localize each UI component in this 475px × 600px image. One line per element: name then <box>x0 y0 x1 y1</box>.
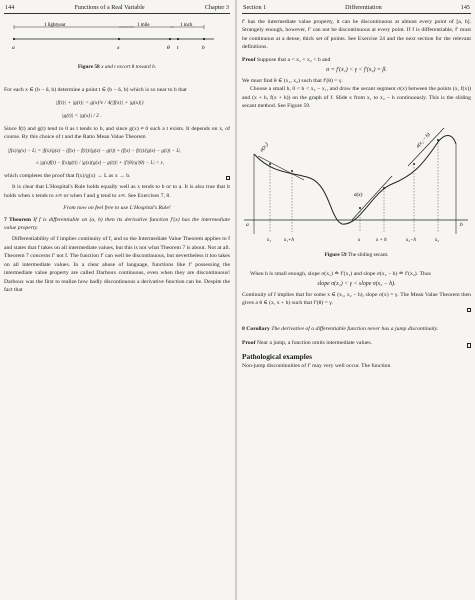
point-theta-label: θ <box>167 45 170 51</box>
figure-58-diagram <box>4 18 230 58</box>
qed-box-icon-2 <box>467 343 472 348</box>
paragraph-ratio-mvt: Since f(t) and g(t) tend to 0 as t tends to b, and since g(x) ≠ 0 such a t exists. It depends on x, of course. By this choice of t and the Ratio Mean Value Theorem <box>4 125 230 141</box>
proof-2-line <box>242 339 471 347</box>
left-running-title: Functions of a Real Variable <box>74 4 145 11</box>
point-b-marker <box>203 38 205 40</box>
figure-59 <box>242 114 471 258</box>
left-chapter-label: Chapter 3 <box>204 4 229 11</box>
figure-59-caption-text: The sliding secant. <box>347 251 389 258</box>
continuity-argument <box>242 291 471 308</box>
paragraph-lhospital-variants: It is clear that L'Hospital's Rule holds equally well as x tends to b or to a. It is also true that it holds when x tends to ±∞ or when f and g tend to ±∞. See Exercises 7, 8. <box>4 184 230 199</box>
label-xh: x + h <box>376 237 387 243</box>
paragraph-find-theta: We must find θ ∈ (x₁, x₂) such that f′(θ) = γ. <box>242 78 343 85</box>
left-page-number: 144 <box>5 4 15 11</box>
paragraph-darboux: Differentiability of f implies continuity of f, and so the Intermediate Value Theorem applies to f and states that f takes on all intermediate values, but this is not what Theorem 7 is about. Not at all. Theorem 7 concerns f′ not f. The function f′ can well be discontinuous, but nevertheless it too takes on all intermediate values. In a clear abuse of language, functions like f′ possessing the intermediate value property are called Darboux continuous, even when they are discontinuous! Darboux was the first to realize how badly discontinuous a derivative function can be. Despite the fact that <box>4 236 230 293</box>
figure-59-caption <box>242 252 471 258</box>
label-x1: x₁ <box>267 237 271 243</box>
paragraph-lhospital-advice: From now on feel free to use L'Hospital's Rule! <box>63 205 171 212</box>
equation-ratio-estimate <box>8 147 230 167</box>
equation-alpha-gamma-beta: α = f′(x₁) < γ < f′(x₂) = β. <box>326 67 387 74</box>
point-t-label: t <box>177 45 179 51</box>
point-b-label: b <box>202 45 205 51</box>
right-page-number: 145 <box>460 4 470 11</box>
equation-bounds-line2: |g(t)| < |g(x)| / 2 . <box>62 112 102 119</box>
paragraph-small-h: When h is small enough, slope σ(x₁) ≐ f′(x₁) and slope σ(x₂ − h) ≐ f′(x₂). Thus <box>250 270 431 277</box>
paragraph-completes-proof: which completes the proof that f(x)/g(x) → L as x → b. <box>4 173 131 180</box>
right-section-label: Section 1 <box>243 4 267 11</box>
label-sigma-x2h: σ(x₂ − h) <box>415 132 432 149</box>
theorem-7 <box>4 216 230 233</box>
secant-sigma-x <box>352 176 392 220</box>
proof-2-text: Near a jump, a function omits intermediate values. <box>256 340 373 347</box>
label-x2: x₂ <box>435 237 439 243</box>
left-page-header <box>4 4 230 14</box>
right-page <box>237 0 475 600</box>
point-x-label: x <box>117 45 120 51</box>
qed-box-icon <box>226 176 231 181</box>
proof-1 <box>242 56 471 64</box>
point-x-marker <box>118 38 120 40</box>
figure-58-caption-label: Figure 58 <box>77 64 100 70</box>
point-a-marker <box>13 38 15 40</box>
secant-sigma-x1 <box>258 156 304 180</box>
corollary-8-text: The derivative of a differentiable function never has a jump discontinuity. <box>271 325 439 332</box>
label-x1h: x₁+h <box>284 237 294 243</box>
label-mile: 1 mile <box>137 23 150 28</box>
label-x: x <box>358 237 361 243</box>
equation-slope-inequality: slope σ(x₁) < γ < slope σ(x₂ − h). <box>317 281 396 288</box>
label-lightyear: 1 lightyear <box>44 23 66 28</box>
point-a-label: a <box>12 45 15 51</box>
proof-1-text: Suppose that a < x₁ < x₂ < b and <box>256 56 331 63</box>
label-sigma-x1: σ(x₁) <box>258 141 270 153</box>
paragraph-choose-t: For each x ∈ (b − δ, b) determine a point t ∈ (b − δ, b) which is so near to b that <box>4 87 187 93</box>
corollary-8 <box>242 325 471 333</box>
equation-ratio-line2: ≤ |g(x)f(t) − f(x)g(t)| / |g(x)(g(x) − g(t))| + |f′(θ)/g′(θ) − L| < ε, <box>36 159 164 166</box>
paragraph-continuity-mvt: Continuity of f implies that for some x ∈ (x₁, x₂ − h), slope σ(x) = γ. The Mean Value Theorem then gives a θ ∈ (x, x + h) such that f′(θ) = γ. <box>242 292 471 307</box>
label-b: b <box>460 221 463 228</box>
proof-1-label: Proof <box>242 56 256 63</box>
figure-58-caption-text: x and t escort θ toward b. <box>101 64 157 70</box>
figure-59-diagram <box>242 114 471 246</box>
right-running-title: Differentiation <box>345 4 382 11</box>
qed-box-icon-1 <box>467 308 472 313</box>
equation-bounds-line1: |f(t)| + |g(t)| < g(x)²ε / 4(|f(x)| + |g(x)|) <box>56 100 144 107</box>
equation-bounds <box>56 99 230 119</box>
label-inch: 1 inch <box>180 23 193 28</box>
label-sigma-x: σ(x) <box>354 191 363 198</box>
theorem-7-label: 7 Theorem <box>4 216 32 223</box>
label-a: a <box>246 221 249 228</box>
right-page-header <box>242 4 471 14</box>
left-page <box>0 0 235 600</box>
point-theta-marker <box>169 38 171 40</box>
proof-2-label: Proof <box>242 340 256 347</box>
figure-58-caption <box>4 64 230 70</box>
figure-58 <box>4 18 230 70</box>
proof-2 <box>242 339 372 347</box>
paragraph-discontinuity: f′ has the intermediate value property, it can be discontinuous at almost every point of [a, b]. Strangely enough, however, f′ can not be discontinuous at every point. If f is differentiable, f′ must be continuous at a dense, thick set of points. See Exercise 24 and the next section for the relevant definitions. <box>242 19 471 51</box>
theorem-7-text: If f is differentiable on (a, b) then its derivative function f′(x) has the intermediate value property. <box>4 216 231 232</box>
point-t-marker <box>177 38 179 40</box>
equation-ratio-line1: |f(x)/g(x) − L| = |f(x)/g(x) − (f(x) − f(t))/(g(x) − g(t)) + (f(x) − f(t))/(g(x) − g(t)) − L| <box>8 147 181 154</box>
paragraph-non-jump: Non-jump discontinuities of f′ may very well occur. The function <box>242 362 391 369</box>
section-heading-pathological: Pathological examples <box>242 351 312 361</box>
figure-59-caption-label: Figure 59 <box>324 251 347 258</box>
paragraph-sliding-secant: Choose a small h, 0 < h < x₂ − x₁, and draw the secant segment σ(x) between the points (x, f(x)) and (x + h, f(x + h)) on the graph of f. Slide x from x₁ to x₂ − h continuously. This is the sliding secant method. See Figure 59. <box>242 86 471 110</box>
proof-completion-line <box>4 172 230 180</box>
label-x2h: x₂−h <box>406 237 416 243</box>
corollary-8-label: 8 Corollary <box>242 325 270 332</box>
function-curve <box>254 135 456 224</box>
